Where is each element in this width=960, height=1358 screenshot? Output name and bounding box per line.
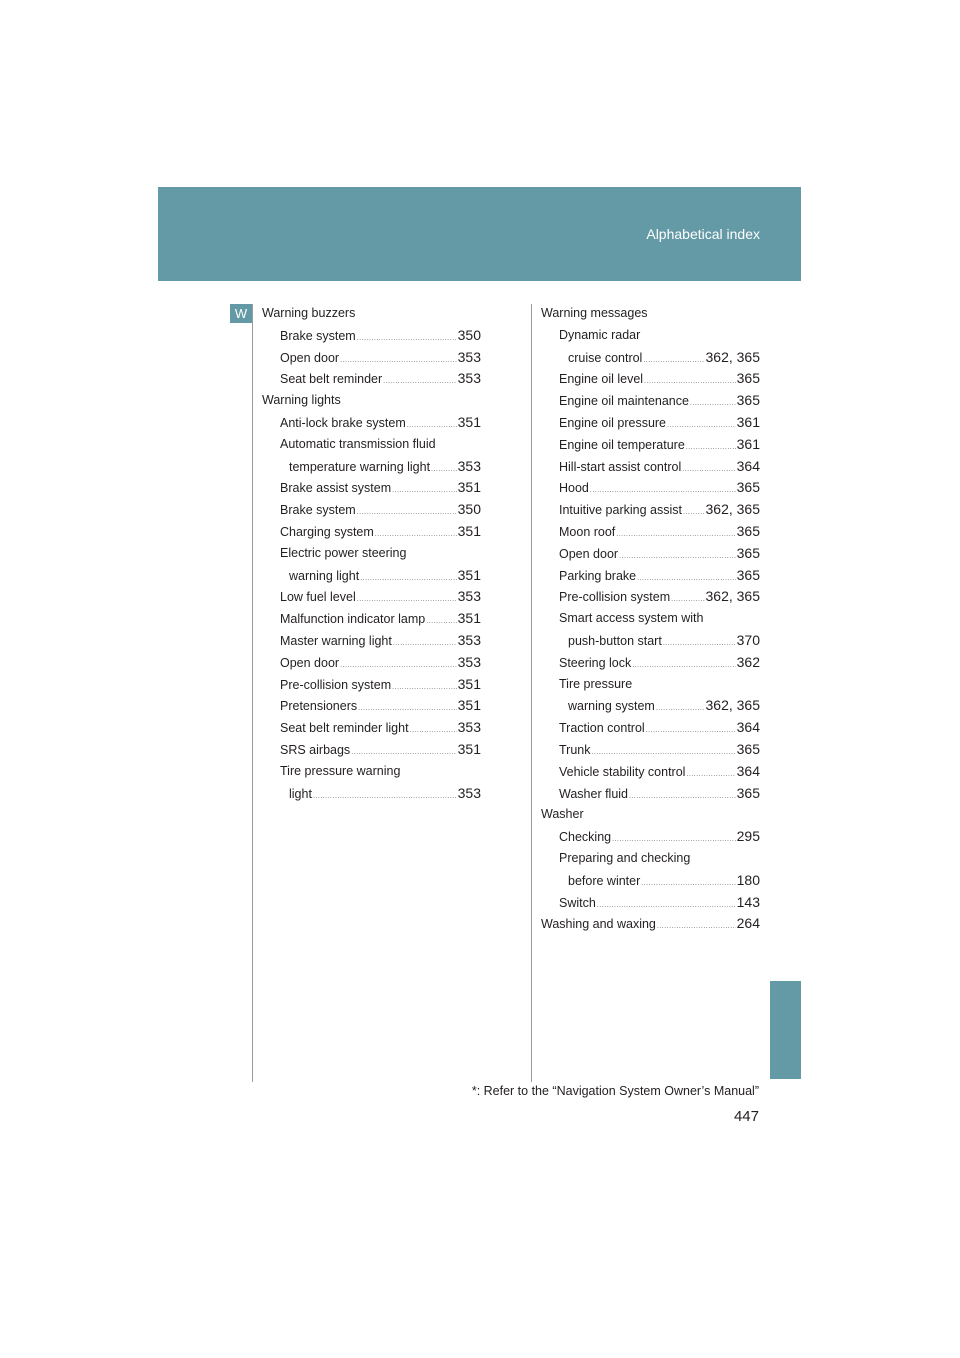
index-entry (262, 652, 481, 674)
dot-leader (360, 568, 456, 587)
entry-page[interactable]: 351 (457, 675, 481, 692)
dot-leader (629, 786, 736, 805)
index-entry (262, 586, 481, 608)
entry-page[interactable]: 362, 365 (705, 501, 760, 518)
entry-page[interactable]: 362, 365 (705, 348, 760, 365)
entry-label: Tire pressure warning (280, 763, 401, 778)
index-entry (262, 456, 481, 478)
dot-leader (616, 524, 735, 543)
entry-label: Checking (559, 830, 612, 845)
index-entry (541, 586, 760, 608)
entry-page[interactable]: 143 (736, 893, 760, 910)
index-entry (262, 565, 481, 587)
index-entry (541, 303, 760, 325)
entry-page[interactable]: 365 (736, 392, 760, 409)
entry-label: Brake assist system (280, 481, 392, 496)
entry-page[interactable]: 370 (736, 631, 760, 648)
dot-leader (690, 393, 736, 412)
dot-leader (431, 459, 457, 478)
dot-leader (358, 698, 457, 717)
entry-page[interactable]: 180 (736, 871, 760, 888)
entry-page[interactable]: 353 (457, 370, 481, 387)
entry-label: Steering lock (559, 655, 632, 670)
entry-page[interactable]: 353 (457, 784, 481, 801)
index-entry (541, 390, 760, 412)
entry-page[interactable]: 351 (457, 740, 481, 757)
index-entry (541, 783, 760, 805)
index-entry (541, 717, 760, 739)
dot-leader (643, 350, 704, 369)
index-entry (262, 783, 481, 805)
entry-page[interactable]: 351 (457, 479, 481, 496)
entry-label: cruise control (568, 350, 643, 365)
entry-label: Brake system (280, 503, 356, 518)
dot-leader (375, 524, 457, 543)
dot-leader (656, 698, 705, 717)
entry-label: Engine oil temperature (559, 437, 685, 452)
dot-leader (393, 633, 457, 652)
dot-leader (686, 764, 735, 783)
footnote: *: Refer to the “Navigation System Owner’s Manual” (471, 1084, 759, 1098)
entry-label: Anti-lock brake system (280, 415, 406, 430)
entry-page[interactable]: 351 (457, 610, 481, 627)
index-entry (541, 347, 760, 369)
section-tab (770, 981, 801, 1079)
dot-leader (657, 916, 736, 935)
dot-leader (592, 742, 736, 761)
dot-leader (426, 611, 456, 630)
dot-leader (410, 720, 457, 739)
index-entry (541, 804, 760, 826)
entry-page[interactable]: 361 (736, 413, 760, 430)
index-entry (541, 565, 760, 587)
index-entry (262, 347, 481, 369)
index-entry (541, 826, 760, 848)
index-entry (541, 521, 760, 543)
index-entry (262, 303, 481, 325)
entry-label: Hood (559, 481, 589, 496)
section-letter: W (230, 304, 252, 323)
entry-page[interactable]: 353 (457, 348, 481, 365)
index-entry (541, 848, 760, 870)
entry-page[interactable]: 351 (457, 522, 481, 539)
index-entry (541, 499, 760, 521)
index-entry (541, 325, 760, 347)
index-entry (541, 913, 760, 935)
index-entry (541, 870, 760, 892)
dot-leader (392, 677, 457, 696)
dot-leader (632, 655, 735, 674)
entry-label: Automatic transmission fluid (280, 436, 436, 451)
dot-leader (340, 655, 457, 674)
index-entry (262, 695, 481, 717)
entry-page[interactable]: 353 (457, 631, 481, 648)
entry-label: Engine oil maintenance (559, 394, 689, 409)
index-entry (541, 739, 760, 761)
entry-label: Open door (280, 350, 340, 365)
entry-page[interactable]: 362, 365 (705, 588, 760, 605)
index-column-left (262, 303, 481, 804)
entry-page[interactable]: 295 (736, 828, 760, 845)
dot-leader (663, 633, 736, 652)
dot-leader (683, 502, 705, 521)
dot-leader (340, 350, 457, 369)
index-entry (541, 434, 760, 456)
entry-page[interactable]: 364 (736, 457, 760, 474)
entry-label: Low fuel level (280, 590, 356, 605)
entry-page[interactable]: 353 (457, 653, 481, 670)
index-entry (541, 652, 760, 674)
dot-leader (646, 720, 736, 739)
index-entry (262, 630, 481, 652)
dot-leader (313, 786, 457, 805)
dot-leader (682, 459, 735, 478)
index-entry (262, 608, 481, 630)
entry-label: SRS airbags (280, 742, 351, 757)
index-entry (541, 674, 760, 696)
entry-label: Open door (559, 546, 619, 561)
index-entry (541, 630, 760, 652)
dot-leader (357, 502, 457, 521)
entry-label: Engine oil pressure (559, 415, 667, 430)
entry-page[interactable]: 362, 365 (705, 697, 760, 714)
dot-leader (590, 480, 736, 499)
entry-label: Pre-collision system (280, 677, 392, 692)
entry-label: Pretensioners (280, 699, 358, 714)
entry-label: Moon roof (559, 524, 616, 539)
entry-page[interactable]: 361 (736, 435, 760, 452)
entry-label: Washer (541, 807, 584, 822)
entry-page[interactable]: 351 (457, 413, 481, 430)
entry-label: Open door (280, 655, 340, 670)
dot-leader (686, 437, 736, 456)
dot-leader (671, 589, 704, 608)
index-entry (541, 608, 760, 630)
entry-page[interactable]: 365 (736, 740, 760, 757)
entry-label: Washer fluid (559, 786, 629, 801)
page-title: Alphabetical index (646, 226, 760, 242)
entry-label: temperature warning light (289, 459, 431, 474)
dot-leader (612, 829, 736, 848)
entry-label: Vehicle stability control (559, 764, 686, 779)
entry-label: before winter (568, 873, 641, 888)
index-entry (262, 521, 481, 543)
entry-page[interactable]: 351 (457, 697, 481, 714)
index-entry (262, 761, 481, 783)
index-entry (262, 434, 481, 456)
index-entry (262, 412, 481, 434)
entry-label: Electric power steering (280, 545, 407, 560)
index-entry (541, 368, 760, 390)
entry-label: Brake system (280, 328, 356, 343)
entry-page[interactable]: 365 (736, 370, 760, 387)
left-divider (252, 304, 253, 1082)
entry-label: Traction control (559, 721, 645, 736)
entry-page[interactable]: 353 (457, 457, 481, 474)
entry-label: Pre-collision system (559, 590, 671, 605)
entry-label: Master warning light (280, 633, 392, 648)
entry-label: Hill-start assist control (559, 459, 682, 474)
dot-leader (637, 568, 736, 587)
entry-label: Intuitive parking assist (559, 503, 682, 518)
entry-label: Warning messages (541, 306, 648, 320)
dot-leader (644, 371, 736, 390)
index-entry (262, 543, 481, 565)
index-entry (541, 761, 760, 783)
entry-label: Tire pressure (559, 676, 633, 691)
entry-label: Smart access system with (559, 611, 704, 626)
index-entry (262, 368, 481, 390)
dot-leader (357, 589, 457, 608)
entry-label: warning light (289, 568, 360, 583)
entry-label: Warning buzzers (262, 306, 356, 320)
entry-page[interactable]: 264 (736, 915, 760, 932)
entry-label: Engine oil level (559, 372, 644, 387)
entry-page[interactable]: 365 (736, 784, 760, 801)
dot-leader (597, 895, 736, 914)
entry-page[interactable]: 362 (736, 653, 760, 670)
entry-page[interactable]: 365 (736, 479, 760, 496)
index-entry (262, 717, 481, 739)
entry-label: Preparing and checking (559, 850, 691, 865)
entry-page[interactable]: 353 (457, 588, 481, 605)
entry-label: Parking brake (559, 568, 637, 583)
entry-label: Dynamic radar (559, 327, 641, 342)
entry-label: push-button start (568, 633, 662, 648)
index-entry (541, 892, 760, 914)
dot-leader (407, 415, 457, 434)
entry-label: Trunk (559, 742, 591, 757)
middle-divider (531, 304, 532, 1082)
index-entry (541, 412, 760, 434)
index-entry (541, 543, 760, 565)
index-entry (541, 456, 760, 478)
index-entry (262, 739, 481, 761)
dot-leader (392, 480, 457, 499)
dot-leader (619, 546, 736, 565)
entry-page[interactable]: 365 (736, 544, 760, 561)
page-number: 447 (733, 1108, 759, 1125)
entry-page[interactable]: 353 (457, 719, 481, 736)
entry-page[interactable]: 365 (736, 522, 760, 539)
entry-label: Malfunction indicator lamp (280, 612, 426, 627)
index-entry (262, 674, 481, 696)
entry-label: Switch (559, 895, 596, 910)
entry-page[interactable]: 364 (736, 762, 760, 779)
entry-label: Seat belt reminder (280, 372, 383, 387)
dot-leader (357, 328, 457, 347)
entry-label: Seat belt reminder light (280, 721, 409, 736)
entry-page[interactable]: 364 (736, 719, 760, 736)
dot-leader (641, 873, 735, 892)
entry-label: warning system (568, 699, 655, 714)
index-entry (262, 390, 481, 412)
entry-page[interactable]: 351 (457, 566, 481, 583)
entry-label: Charging system (280, 524, 374, 539)
entry-page[interactable]: 365 (736, 566, 760, 583)
entry-label: Washing and waxing (541, 917, 656, 932)
index-column-right (541, 303, 760, 935)
entry-label: light (289, 786, 312, 801)
entry-page[interactable]: 350 (457, 501, 481, 518)
index-entry (262, 325, 481, 347)
index-entry (541, 695, 760, 717)
entry-page[interactable]: 350 (457, 326, 481, 343)
header-band (158, 187, 801, 281)
index-entry (262, 499, 481, 521)
index-entry (262, 477, 481, 499)
index-entry (541, 477, 760, 499)
dot-leader (667, 415, 736, 434)
entry-label: Warning lights (262, 393, 341, 408)
dot-leader (351, 742, 456, 761)
dot-leader (383, 371, 457, 390)
